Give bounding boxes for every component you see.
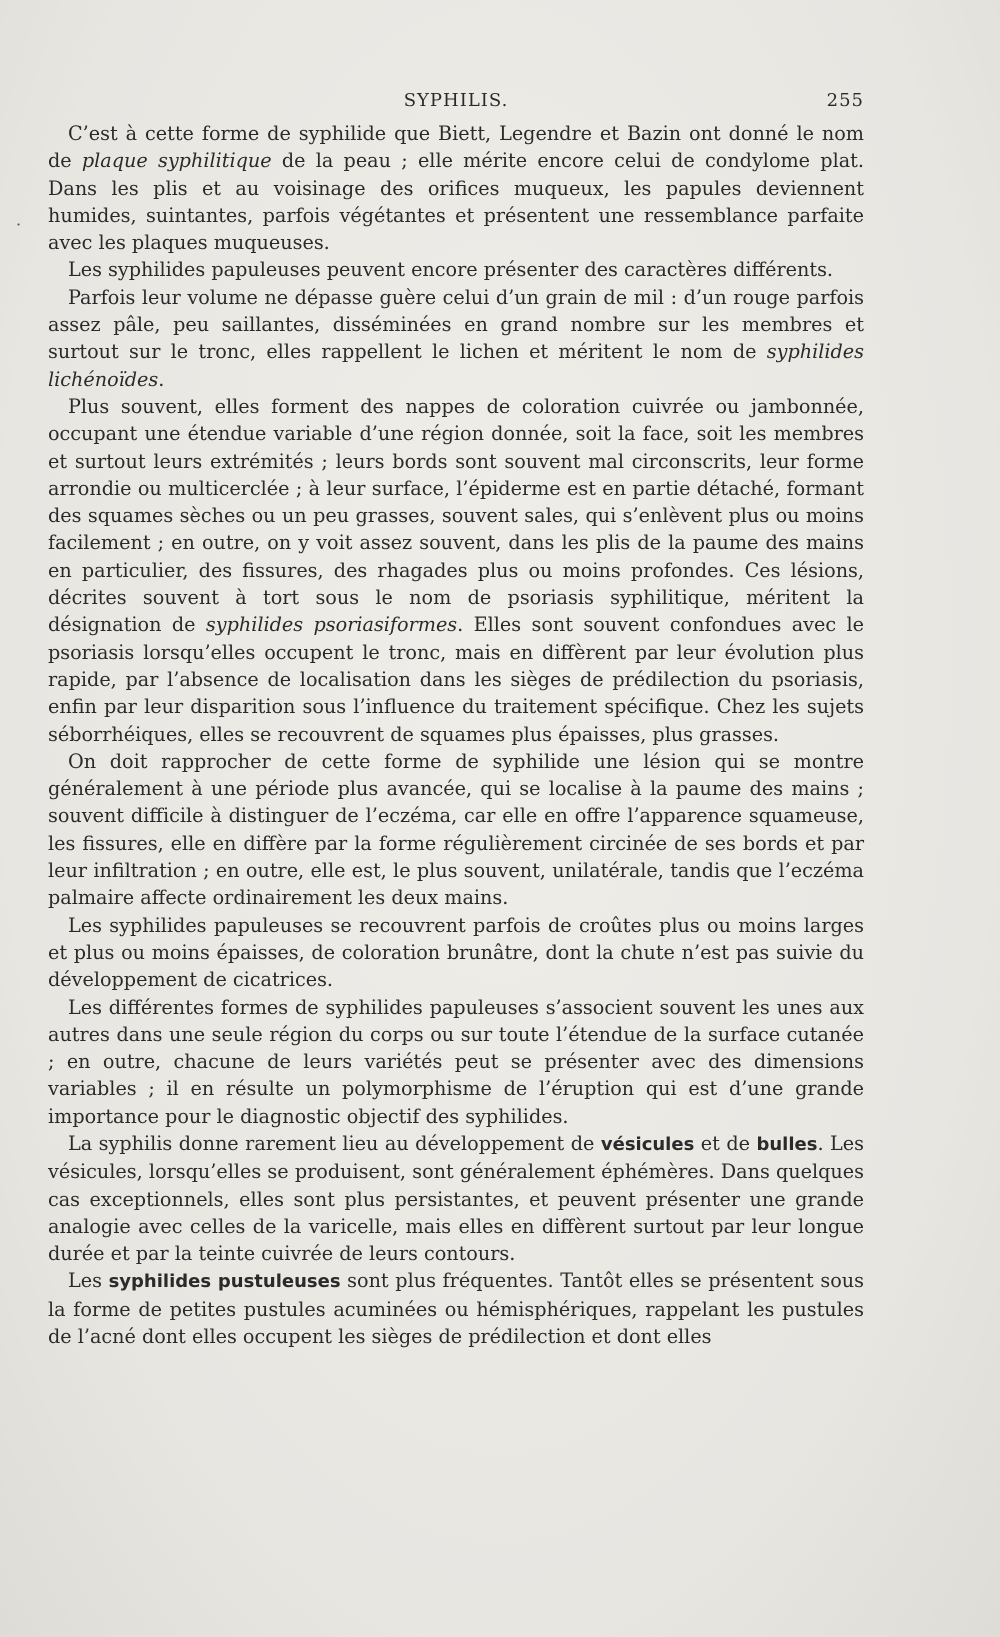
text-run: . Elles sont souvent confondues avec le psoriasis lorsqu’elles occupent le tronc, mais en diffèrent par leur évolution plus rapide, par l’absence de localisation dans les sièges de prédilection du psoriasis, enfin par leur disparition sous l’influence du traitement spécifique. Chez les sujets séborrhéiques, elles se recouvrent de squames plus épaisses, plus grasses. bbox=[48, 613, 864, 746]
body-text bbox=[48, 120, 864, 1350]
paragraph bbox=[48, 120, 864, 256]
text-run: de la peau ; elle mérite encore celui de condylome plat. Dans les plis et au voisinage des orifices muqueux, les papules deviennent humides, suintantes, parfois végétantes et présentent une ressemblance parfaite avec les plaques muqueuses. bbox=[48, 149, 864, 255]
paragraph bbox=[48, 256, 864, 283]
italic-term: syphilides psoriasiformes bbox=[205, 613, 458, 637]
margin-dot: · bbox=[16, 215, 22, 234]
text-run: . Les vésicules, lorsqu’elles se produisent, sont généralement éphémères. Dans quelques cas exceptionnels, elles sont plus persistantes, et peuvent présenter une grande analogie avec celles de la varicelle, mais elles en diffèrent surtout par leur longue durée et par la teinte cuivrée de leurs contours. bbox=[48, 1131, 864, 1266]
running-title: SYPHILIS. bbox=[403, 90, 509, 111]
paragraph bbox=[48, 1130, 864, 1267]
text-run: Les syphilides papuleuses se recouvrent parfois de croûtes plus ou moins larges et plus ou moins épaisses, de coloration brunâtre, dont la chute n’est pas suivie du développement de cicatrices. bbox=[48, 913, 864, 992]
bold-term: bulles bbox=[756, 1133, 818, 1155]
italic-term: syphilides lichénoïdes bbox=[48, 340, 864, 391]
text-run: Les différentes formes de syphilides papuleuses s’associent souvent les unes aux autres dans une seule région du corps ou sur toute l’étendue de la surface cutanée ; en outre, chacune de leurs variétés peut se présenter avec des dimensions variables ; il en résulte un polymorphisme de l’éruption qui est d’une grande importance pour le diagnostic objectif des syphilides. bbox=[48, 995, 864, 1128]
paragraph bbox=[48, 284, 864, 393]
text-run: . bbox=[158, 367, 165, 391]
text-run: On doit rapprocher de cette forme de syphilide une lésion qui se montre généralement à une période plus avancée, qui se localise à la paume des mains ; souvent difficile à distinguer de l’eczéma, car elle en offre l’apparence squameuse, les fissures, elle en diffère par la forme régulièrement circinée de ses bords et par leur infiltration ; en outre, elle est, le plus souvent, unilatérale, tandis que l’eczéma palmaire affecte ordinairement les deux mains. bbox=[48, 749, 864, 910]
text-run: Plus souvent, elles forment des nappes de coloration cuivrée ou jambonnée, occupant une étendue variable d’une région donnée, soit la face, soit les membres et surtout leurs extrémités ; leurs bords sont souvent mal circonscrits, leur forme arrondie ou multicerclée ; à leur surface, l’épiderme est en partie détaché, formant des squames sèches ou un peu grasses, souvent sales, qui s’enlèvent plus ou moins facilement ; en outre, on y voit assez souvent, dans les plis de la paume des mains en particulier, des fissures, des rhagades plus ou moins profondes. Ces lésions, décrites souvent à tort sous le nom de psoriasis syphilitique, méritent la désignation de bbox=[48, 394, 864, 637]
paragraph bbox=[48, 748, 864, 912]
italic-term: plaque syphilitique bbox=[81, 149, 272, 173]
page-number: 255 bbox=[826, 90, 864, 111]
bold-term: vésicules bbox=[600, 1133, 695, 1155]
text-run: La syphilis donne rarement lieu au développement de bbox=[68, 1131, 601, 1155]
text-run: et de bbox=[694, 1131, 757, 1155]
paragraph bbox=[48, 393, 864, 748]
text-run: Les bbox=[68, 1269, 109, 1293]
paragraph bbox=[48, 1267, 864, 1350]
bold-term: syphilides pustuleuses bbox=[108, 1271, 341, 1293]
text-run: C’est à cette forme de syphilide que Biett, Legendre et Bazin ont donné le nom de bbox=[48, 122, 864, 173]
text-run: Les syphilides papuleuses peuvent encore présenter des caractères différents. bbox=[68, 258, 834, 282]
running-header bbox=[48, 90, 864, 118]
paragraph bbox=[48, 912, 864, 994]
paragraph bbox=[48, 994, 864, 1130]
text-run: Parfois leur volume ne dépasse guère celui d’un grain de mil : d’un rouge parfois assez pâle, peu saillantes, disséminées en grand nombre sur les membres et surtout sur le tronc, elles rappellent le lichen et méritent le nom de bbox=[48, 285, 864, 364]
text-run: sont plus fréquentes. Tantôt elles se présentent sous la forme de petites pustules acuminées ou hémisphériques, rappelant les pustules de l’acné dont elles occupent les sièges de prédilection et dont elles bbox=[48, 1269, 864, 1349]
